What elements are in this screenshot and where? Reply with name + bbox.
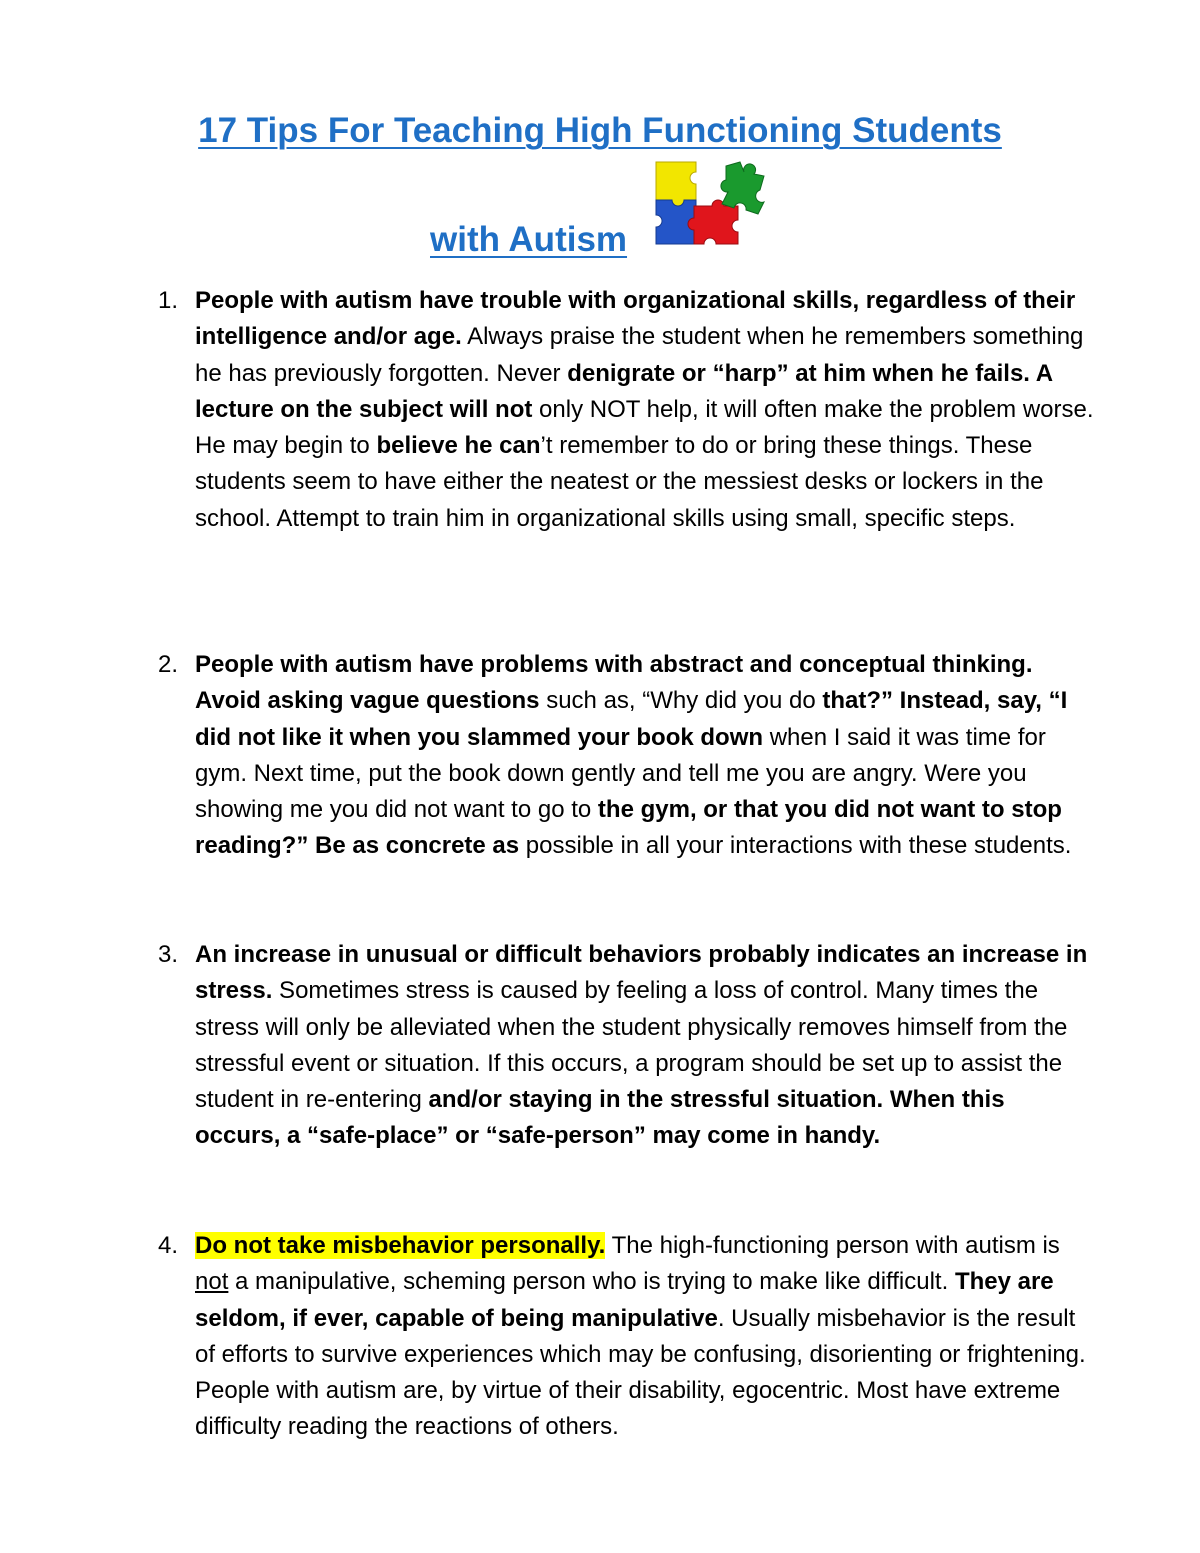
bold-text: They are seldom, if ever, capable of being manipulative [195,1268,1054,1332]
list-item-number: 4. [158,1232,179,1259]
text-run: Sometimes stress is caused by feeling a loss of control. Many times the stress will only be alleviated when the student physically removes himself from the stressful event or situation. If this occurs, a program should be set up to assist the student in re-entering [195,977,1068,1114]
text-run: ’t remember to do or bring these things. These students seem to have either the neatest or the messiest desks or lockers in the school. Attempt to train him in organizational skills using small, specific steps. [195,432,1044,532]
bold-text: People with autism have problems with abstract and conceptual thinking. Avoid asking vague questions [195,651,1033,715]
bold-text: that?” Instead, say, “I did not like it when you slammed your book down [195,687,1068,751]
text-run: only NOT help, it will often make the problem worse. He may begin to [195,395,1094,460]
bold-text: An increase in unusual or difficult behaviors probably indicates an increase in stress. [195,941,1088,1005]
bold-text: People with autism have trouble with organizational skills, regardless of their intelligence and/or age. [195,287,1076,351]
bold-text: denigrate or “harp” at him when he fails. A lecture on the subject will not [195,359,1053,423]
page-title-continuation: with Autism [430,220,628,259]
text-run: not [195,1268,229,1296]
list-item-number: 2. [158,651,179,678]
bold-text: the gym, or that you did not want to stop reading?” Be as concrete as [195,796,1062,860]
bold-text: believe he can [376,432,541,460]
text-run: such as, “Why did you do [539,687,823,715]
list-item-number: 3. [158,941,179,968]
bold-text: and/or staying in the stressful situation. When this occurs, a “safe-place” or “safe-person” may come in handy. [195,1086,1005,1150]
text-run: possible in all your interactions with these students. [519,832,1072,860]
list-item-text [195,283,1095,537]
list-item-number: 1. [158,287,179,314]
list-item-text [195,1228,1095,1446]
puzzle-pieces-icon [654,160,770,246]
text-run: . Usually misbehavior is the result of efforts to survive experiences which may be confusing, disorienting or frightening. People with autism are, by virtue of their disability, egocentric. Most have extreme difficulty reading the reactions of others. [195,1304,1086,1441]
page-title-line2 [430,215,627,265]
list-item-text [195,937,1095,1155]
puzzle-piece-yellow [656,162,696,206]
text-run: The high-functioning person with autism is [605,1232,1060,1259]
text-run: when I said it was time for gym. Next time, put the book down gently and tell me you are angry. Were you showing me you did not want to go to [195,723,1046,824]
page-title: 17 Tips For Teaching High Functioning Students [198,111,1002,150]
puzzle-piece-green [721,162,764,214]
highlighted-text: Do not take misbehavior personally. [195,1232,606,1259]
text-run: Always praise the student when he remembers something he has previously forgotten. Never [195,323,1084,387]
text-run: a manipulative, scheming person who is trying to make like difficult. [228,1268,955,1296]
page-title-line1 [0,106,1200,156]
list-item-text [195,647,1095,865]
